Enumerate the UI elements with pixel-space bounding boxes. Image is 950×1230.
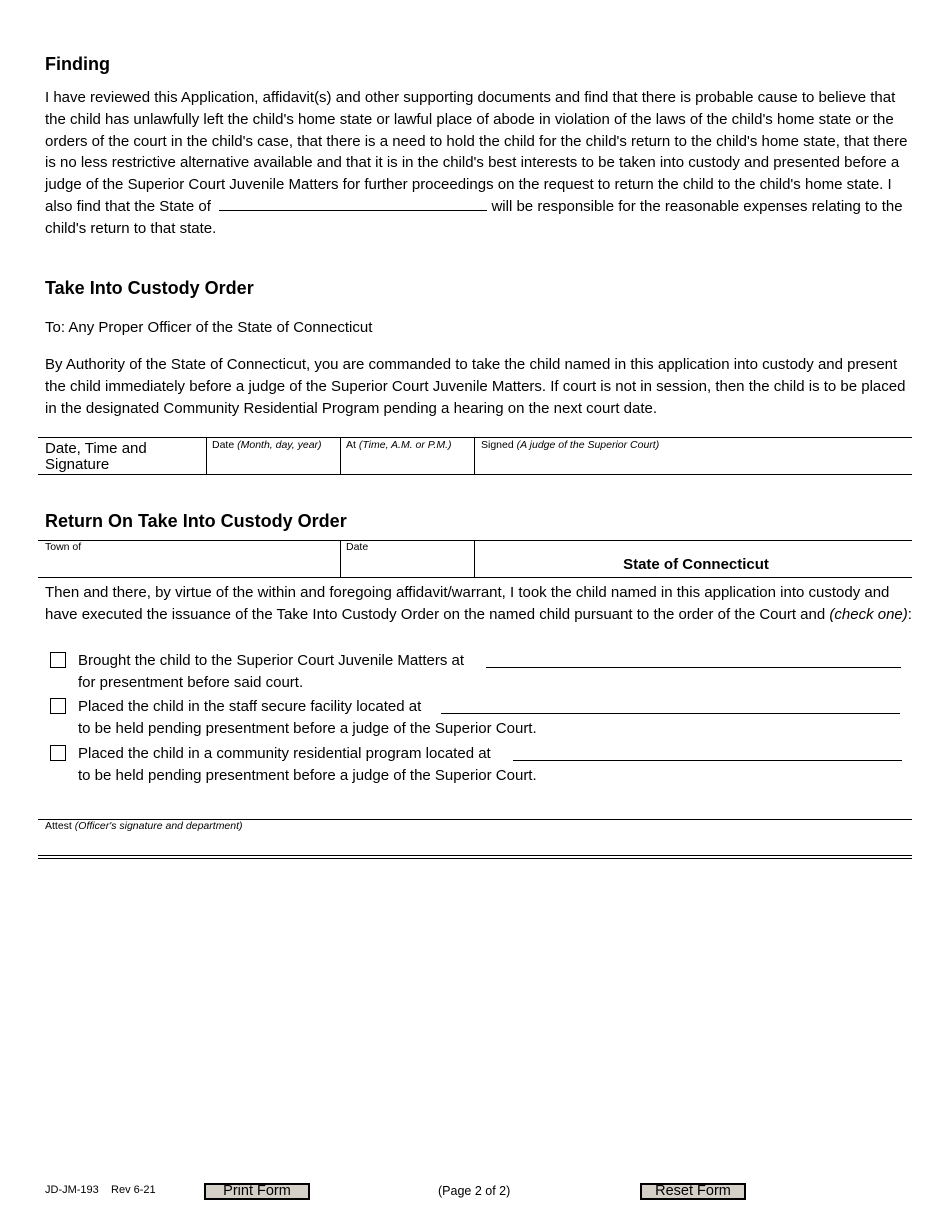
attest-bottom-border-double [38, 858, 912, 859]
signature-row-top-border [38, 437, 912, 438]
reset-form-button[interactable]: Reset Form [640, 1183, 746, 1200]
responsible-state-field[interactable] [219, 196, 487, 211]
print-form-button[interactable]: Print Form [204, 1183, 310, 1200]
date-cell[interactable] [212, 439, 337, 472]
juvenile-matters-checkbox[interactable] [50, 652, 66, 668]
staff-secure-checkbox[interactable] [50, 698, 66, 714]
form-number: JD-JM-193 [45, 1184, 99, 1196]
finding-paragraph [45, 87, 915, 240]
town-label: Town of [45, 541, 82, 553]
town-cell[interactable] [45, 541, 335, 575]
attest-bottom-border [38, 855, 912, 856]
option-2-line2: to be held pending presentment before a judge of the Superior Court. [78, 720, 537, 737]
form-id [45, 1184, 156, 1196]
staff-secure-location-field[interactable] [441, 713, 900, 714]
form-revision: Rev 6-21 [111, 1184, 156, 1196]
custody-order-body: By Authority of the State of Connecticut, you are commanded to take the child named in this application into custody and present the child immediately before a judge of the Superior Court Juvenile Matters. If court is not in session, then the child is to be placed in the designated Community Residential Program pending a hearing on the next court date. [45, 356, 906, 417]
community-residential-location-field[interactable] [513, 760, 902, 761]
option-2-line1: Placed the child in the staff secure facility located at [78, 698, 422, 715]
juvenile-matters-location-field[interactable] [486, 667, 901, 668]
attest-hint: (Officer's signature and department) [74, 820, 243, 832]
finding-text-end: will be responsible for the reasonable expenses relating to the child's return to that state. [45, 197, 903, 237]
time-hint: (Time, A.M. or P.M.) [358, 439, 452, 451]
signature-row-label: Date, Time and Signature [45, 440, 147, 473]
option-3-line1: Placed the child in a community residential program located at [78, 745, 491, 762]
divider [206, 437, 207, 474]
return-intro: Then and there, by virtue of the within and foregoing affidavit/warrant, I took the child named in this application into custody and have executed the issuance of the Take Into Custody Order on the named child pursuant to the order of the Court and (check one): [45, 584, 912, 623]
divider [340, 540, 341, 577]
date-hint: (Month, day, year) [237, 439, 322, 451]
finding-heading: Finding [45, 54, 110, 74]
date-label: Date [212, 439, 235, 451]
check-one-hint: (check one) [829, 605, 908, 623]
page-indicator: (Page 2 of 2) [438, 1184, 511, 1198]
return-table-bottom-border [38, 577, 912, 578]
divider [474, 540, 475, 577]
community-residential-checkbox[interactable] [50, 745, 66, 761]
signed-hint: (A judge of the Superior Court) [516, 439, 660, 451]
custody-order-to-line: To: Any Proper Officer of the State of Connecticut [45, 319, 373, 336]
signature-row-bottom-border [38, 474, 912, 475]
custody-order-heading: Take Into Custody Order [45, 278, 254, 298]
return-date-label: Date [346, 541, 369, 553]
attest-label: Attest [45, 820, 72, 832]
option-1-line1: Brought the child to the Superior Court Juvenile Matters at [78, 652, 465, 669]
option-1-line2: for presentment before said court. [78, 674, 304, 691]
state-of-connecticut: State of Connecticut [623, 556, 769, 573]
return-date-cell[interactable] [346, 541, 471, 575]
judge-signature-cell[interactable] [481, 439, 906, 472]
attest-signature-cell[interactable] [45, 820, 905, 854]
return-heading: Return On Take Into Custody Order [45, 511, 347, 531]
time-label: At [346, 439, 356, 451]
time-cell[interactable] [346, 439, 471, 472]
divider [340, 437, 341, 474]
signed-label: Signed [481, 439, 514, 451]
finding-text: I have reviewed this Application, affidavit(s) and other supporting documents and find that there is probable cause to believe that the child has unlawfully left the child's home state or lawful place of abode in violation of the laws of the child's home state or the orders of the court in the child's case, that there is a need to hold the child for the child's return to the child's home state, that there is no less restrictive alternative available and that it is in the child's best interests to be taken into custody and presented before a judge of the Superior Court Juvenile Matters for further proceedings on the request to return the child to the child's home state. I also find that the State of [45, 89, 908, 215]
option-3-line2: to be held pending presentment before a judge of the Superior Court. [78, 767, 537, 784]
return-intro-text: Then and there, by virtue of the within and foregoing affidavit/warrant, I took the child named in this application into custody and have executed the issuance of the Take Into Custody Order on the named child pursuant to the order of the Court and [45, 584, 890, 623]
divider [474, 437, 475, 474]
